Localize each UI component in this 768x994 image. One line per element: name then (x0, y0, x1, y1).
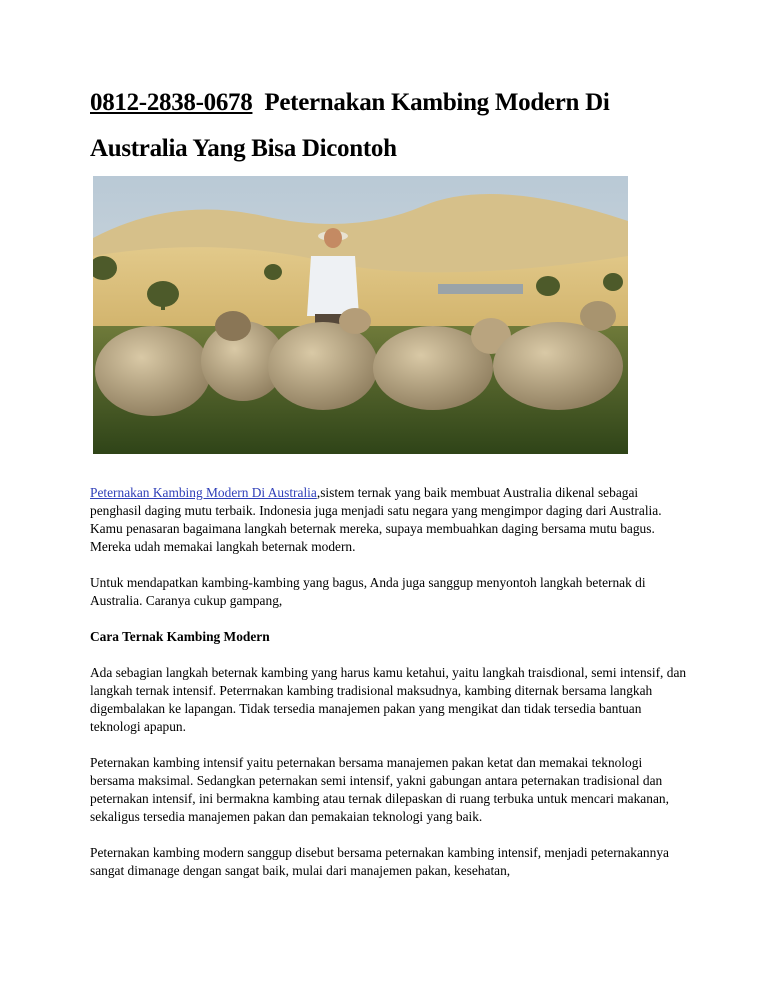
title-line-2: Australia Yang Bisa Dicontoh (90, 135, 397, 162)
section-heading: Cara Ternak Kambing Modern (90, 629, 270, 644)
photo-illustration (93, 176, 628, 454)
paragraph-intro (90, 484, 690, 556)
paragraph-4: Peternakan kambing intensif yaitu peternakan bersama manajemen pakan ketat dan memakai teknologi bersama maksimal. Sedangkan peternakan semi intensif, yakni gabungan antara peternakan tradisional dan peternakan intensif, ini bermakna kambing atau ternak dilepaskan di ruang terbuka untuk mencari makanan, sekaligus tersedia manajemen pakan dan pemakaian teknologi yang baik. (90, 755, 669, 824)
page-title (90, 80, 690, 172)
paragraph-3: Ada sebagian langkah beternak kambing yang harus kamu ketahui, yaitu langkah traisdional, semi intensif, dan langkah ternak intensif. Peterrnakan kambing tradisional maksudnya, kambing diternak bersama langkah digembalakan ke lapangan. Tidak tersedia manajemen pakan yang mengikat dan tidak tersedia bantuan teknologi apapun. (90, 665, 687, 734)
paragraph-intro-text: ,sistem ternak yang baik membuat Australia dikenal sebagai penghasil daging mutu terbaik. Indonesia juga menjadi satu negara yang mengimpor daging dari Australia. Kamu penasaran bagaimana langkah beternak mereka, supaya membuahkan daging bersama mutu bagus. Mereka udah memakai langkah beternak modern. (90, 485, 662, 554)
phone-number[interactable]: 0812-2838-0678 (90, 89, 253, 116)
paragraph-5: Peternakan kambing modern sanggup disebut bersama peternakan kambing intensif, menjadi peternakannya sangat dimanage dengan sangat baik, mulai dari manajemen pakan, kesehatan, (90, 845, 669, 878)
title-line-1: Peternakan Kambing Modern Di (264, 89, 610, 116)
paragraph-2: Untuk mendapatkan kambing-kambing yang bagus, Anda juga sanggup menyontoh langkah beternak di Australia. Caranya cukup gampang, (90, 575, 646, 608)
farmer-with-merino-sheep-photo (93, 176, 628, 454)
article-link[interactable]: Peternakan Kambing Modern Di Australia (90, 485, 317, 500)
shed-roof (438, 284, 523, 294)
article-body (90, 484, 690, 898)
